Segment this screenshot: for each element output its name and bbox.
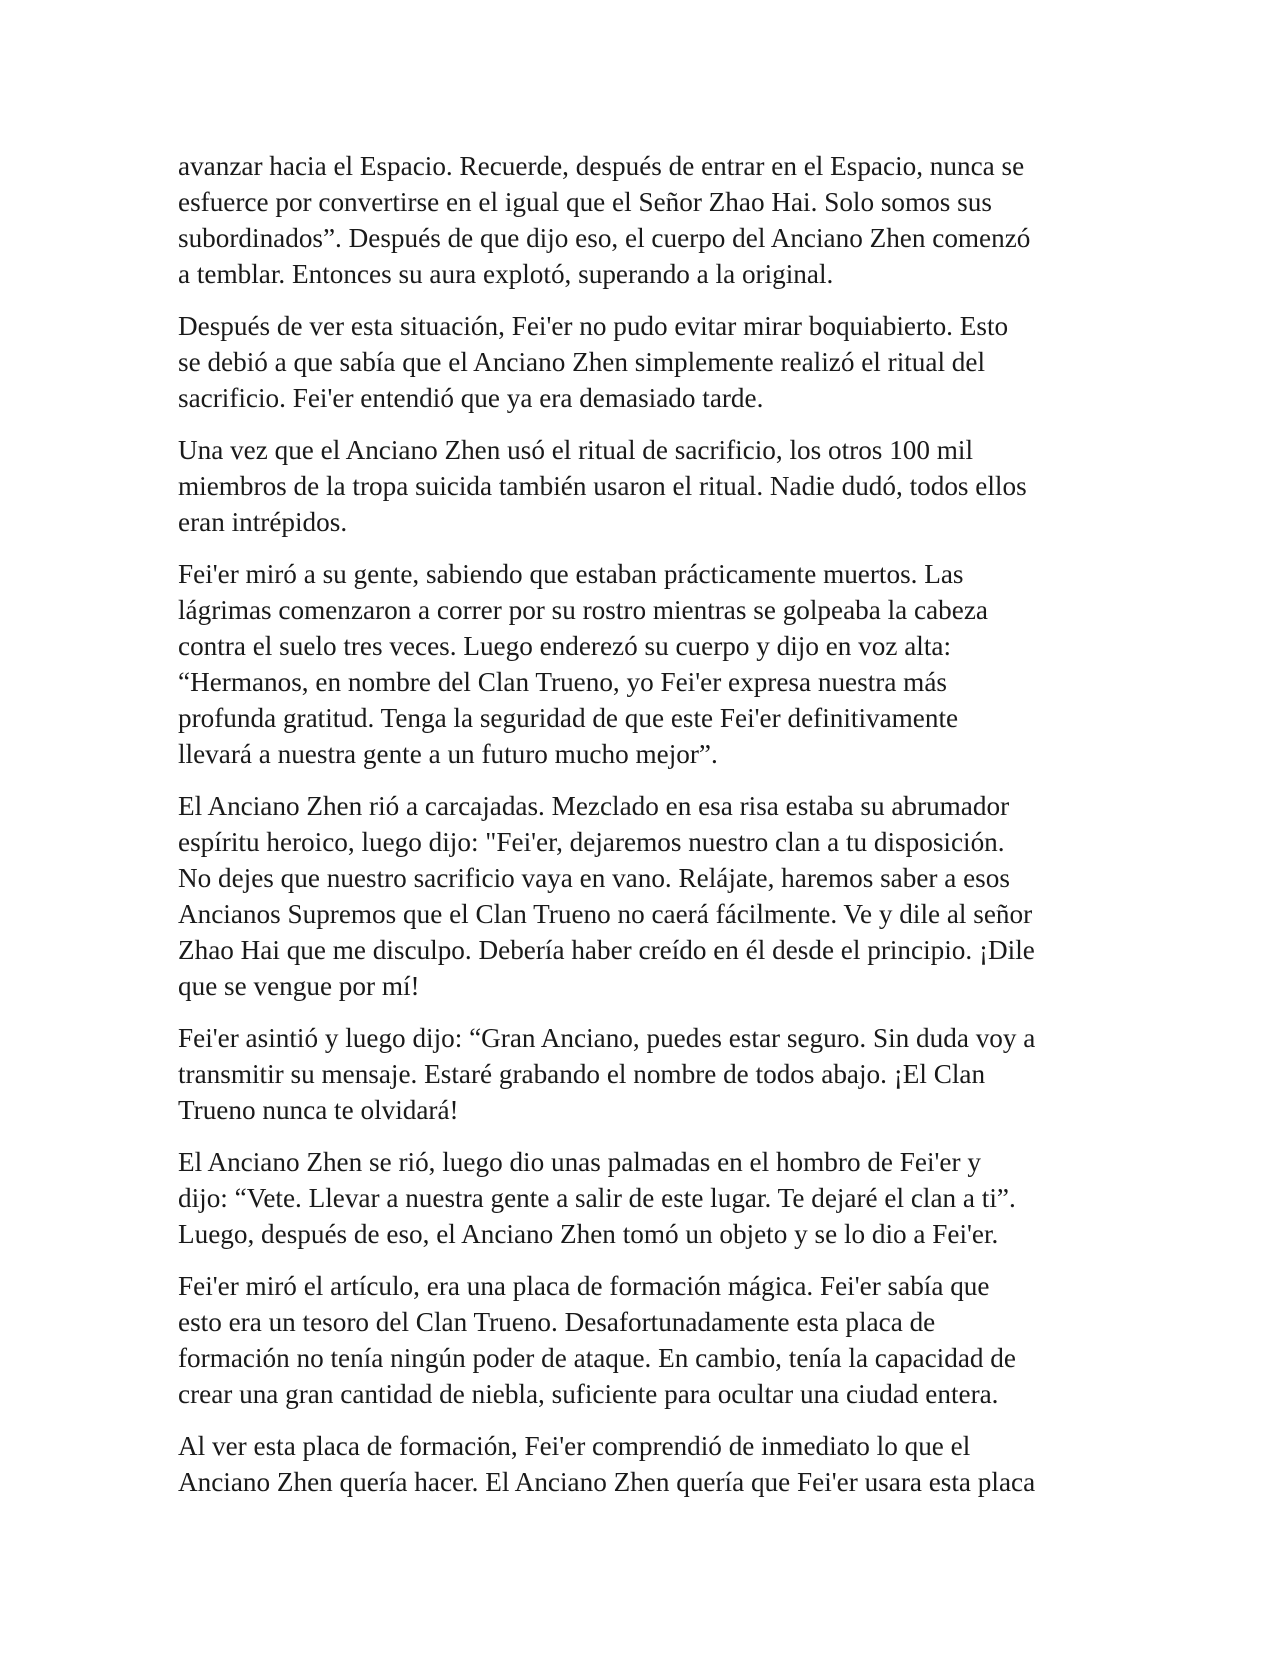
text-line: No dejes que nuestro sacrificio vaya en vano. Relájate, haremos saber a esos xyxy=(178,863,1010,893)
paragraph-4 xyxy=(178,556,1108,772)
text-line: Luego, después de eso, el Anciano Zhen tomó un objeto y se lo dio a Fei'er. xyxy=(178,1219,999,1249)
paragraph-7 xyxy=(178,1144,1108,1252)
text-line: a temblar. Entonces su aura explotó, superando a la original. xyxy=(178,259,834,289)
text-line: lágrimas comenzaron a correr por su rostro mientras se golpeaba la cabeza xyxy=(178,595,988,625)
text-line: Una vez que el Anciano Zhen usó el ritual de sacrificio, los otros 100 mil xyxy=(178,435,974,465)
text-line: subordinados”. Después de que dijo eso, el cuerpo del Anciano Zhen comenzó xyxy=(178,223,1031,253)
text-line: “Hermanos, en nombre del Clan Trueno, yo Fei'er expresa nuestra más xyxy=(178,667,947,697)
text-line: El Anciano Zhen rió a carcajadas. Mezclado en esa risa estaba su abrumador xyxy=(178,791,1010,821)
paragraph-1 xyxy=(178,148,1108,292)
paragraph-3 xyxy=(178,432,1108,540)
paragraph-6 xyxy=(178,1020,1108,1128)
text-line: esfuerce por convertirse en el igual que el Señor Zhao Hai. Solo somos sus xyxy=(178,187,992,217)
text-line: se debió a que sabía que el Anciano Zhen simplemente realizó el ritual del xyxy=(178,347,986,377)
text-line: profunda gratitud. Tenga la seguridad de que este Fei'er definitivamente xyxy=(178,703,959,733)
text-line: espíritu heroico, luego dijo: "Fei'er, dejaremos nuestro clan a tu disposición. xyxy=(178,827,1005,857)
text-line: Anciano Zhen quería hacer. El Anciano Zhen quería que Fei'er usara esta placa xyxy=(178,1467,1036,1497)
text-line: avanzar hacia el Espacio. Recuerde, después de entrar en el Espacio, nunca se xyxy=(178,151,1025,181)
text-line: Fei'er miró a su gente, sabiendo que estaban prácticamente muertos. Las xyxy=(178,559,964,589)
text-line: Después de ver esta situación, Fei'er no pudo evitar mirar boquiabierto. Esto xyxy=(178,311,1009,341)
text-line: llevará a nuestra gente a un futuro mucho mejor”. xyxy=(178,739,718,769)
text-line: eran intrépidos. xyxy=(178,507,348,537)
text-line: Trueno nunca te olvidará! xyxy=(178,1095,459,1125)
text-line: El Anciano Zhen se rió, luego dio unas palmadas en el hombro de Fei'er y xyxy=(178,1147,981,1177)
text-line: Ancianos Supremos que el Clan Trueno no caerá fácilmente. Ve y dile al señor xyxy=(178,899,1033,929)
document-body xyxy=(178,148,1108,1516)
text-line: Fei'er miró el artículo, era una placa de formación mágica. Fei'er sabía que xyxy=(178,1271,990,1301)
paragraph-2 xyxy=(178,308,1108,416)
text-line: Fei'er asintió y luego dijo: “Gran Anciano, puedes estar seguro. Sin duda voy a xyxy=(178,1023,1036,1053)
paragraph-9 xyxy=(178,1428,1108,1500)
text-line: Zhao Hai que me disculpo. Debería haber creído en él desde el principio. ¡Dile xyxy=(178,935,1035,965)
text-line: transmitir su mensaje. Estaré grabando el nombre de todos abajo. ¡El Clan xyxy=(178,1059,986,1089)
text-line: que se vengue por mí! xyxy=(178,971,420,1001)
paragraph-8 xyxy=(178,1268,1108,1412)
text-line: crear una gran cantidad de niebla, suficiente para ocultar una ciudad entera. xyxy=(178,1379,999,1409)
text-line: Al ver esta placa de formación, Fei'er comprendió de inmediato lo que el xyxy=(178,1431,971,1461)
text-line: miembros de la tropa suicida también usaron el ritual. Nadie dudó, todos ellos xyxy=(178,471,1027,501)
text-line: contra el suelo tres veces. Luego enderezó su cuerpo y dijo en voz alta: xyxy=(178,631,952,661)
text-line: esto era un tesoro del Clan Trueno. Desafortunadamente esta placa de xyxy=(178,1307,936,1337)
text-line: dijo: “Vete. Llevar a nuestra gente a salir de este lugar. Te dejaré el clan a ti”. xyxy=(178,1183,1016,1213)
text-line: formación no tenía ningún poder de ataque. En cambio, tenía la capacidad de xyxy=(178,1343,1016,1373)
paragraph-5 xyxy=(178,788,1108,1004)
text-line: sacrificio. Fei'er entendió que ya era demasiado tarde. xyxy=(178,383,764,413)
